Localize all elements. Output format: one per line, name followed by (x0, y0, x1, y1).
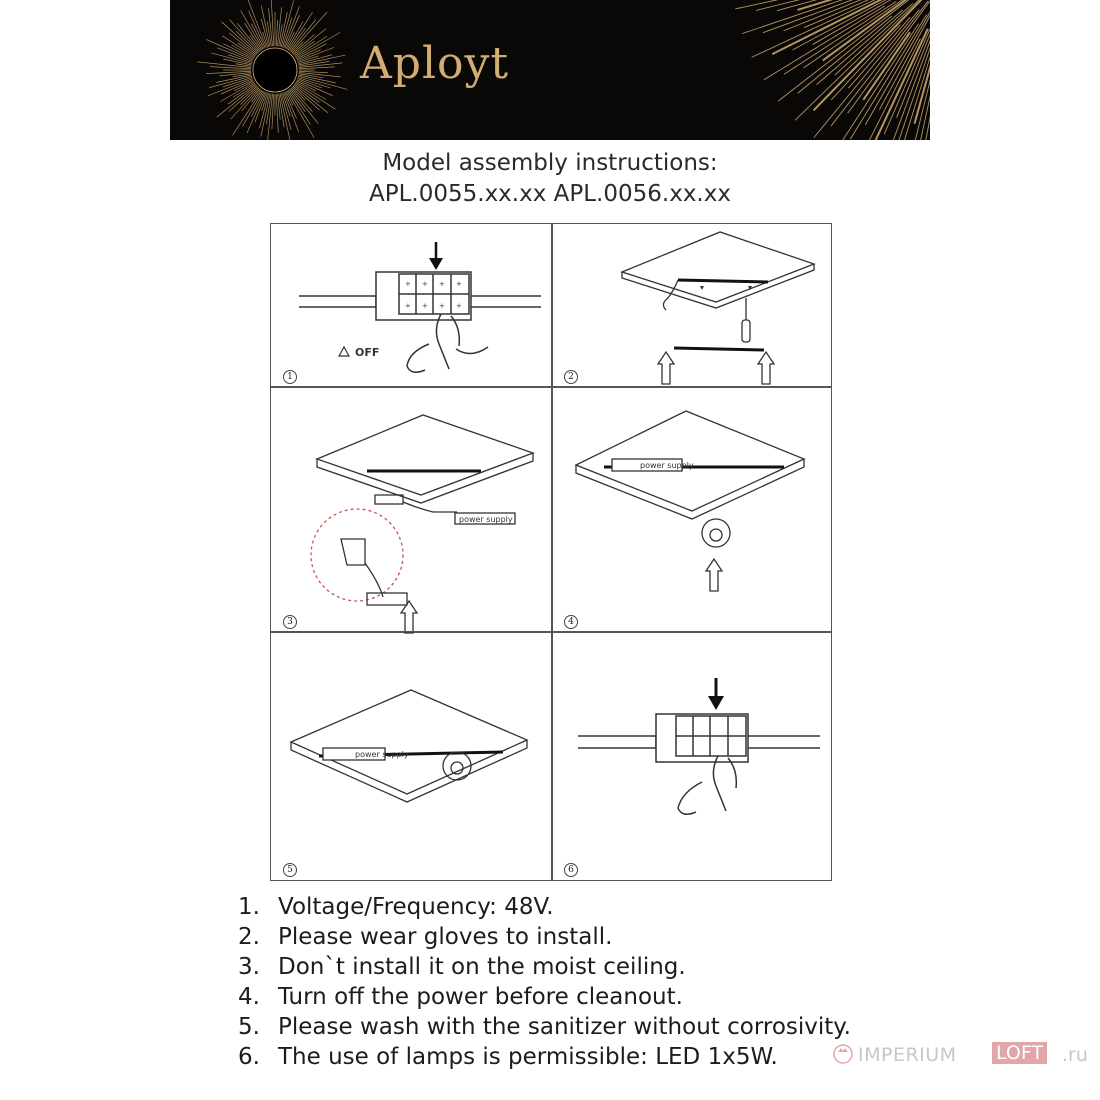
step-1-number: 1 (283, 370, 297, 384)
step-1-panel (270, 223, 553, 388)
sunburst-decoration (170, 0, 930, 140)
note-item: 2. Please wear gloves to install. (238, 924, 613, 950)
watermark (832, 1040, 1092, 1070)
svg-text:+: + (456, 302, 462, 310)
step-5-number: 5 (283, 863, 297, 877)
step-6-number: 6 (564, 863, 578, 877)
step-3-illustration (271, 387, 554, 634)
step-3-number: 3 (283, 615, 297, 629)
note-item: 6. The use of lamps is permissible: LED 1x5W. (238, 1044, 778, 1070)
page-title: Model assembly instructions: (382, 150, 718, 176)
svg-text:+: + (405, 280, 411, 288)
step-6-panel (551, 631, 832, 881)
sun-logo-icon (197, 0, 347, 140)
watermark-text-3: .ru (1062, 1044, 1088, 1066)
step-4-illustration (552, 387, 833, 634)
step-4-power-supply-label: power supply (640, 461, 694, 470)
note-item: 1. Voltage/Frequency: 48V. (238, 894, 554, 920)
step-3-panel (270, 386, 553, 633)
step-5-illustration (271, 632, 554, 882)
step-5-power-supply-label: power supply (355, 750, 409, 759)
sun-rays-decoration (730, 0, 930, 140)
step-1-illustration (271, 224, 554, 389)
svg-text:+: + (439, 302, 445, 310)
off-warning-label: OFF (355, 346, 380, 359)
step-5-panel (270, 631, 553, 881)
crest-icon (832, 1042, 854, 1064)
step-3-power-supply-label: power supply (459, 515, 513, 524)
step-2-illustration (552, 224, 833, 389)
svg-text:+: + (422, 302, 428, 310)
svg-text:+: + (405, 302, 411, 310)
step-6-illustration (552, 632, 833, 882)
note-item: 4. Turn off the power before cleanout. (238, 984, 683, 1010)
svg-text:+: + (439, 280, 445, 288)
brand-logo: Aployt (360, 38, 510, 89)
note-item: 3. Don`t install it on the moist ceiling. (238, 954, 686, 980)
step-2-panel (551, 223, 832, 388)
brand-banner (170, 0, 930, 140)
svg-text:+: + (422, 280, 428, 288)
model-numbers: APL.0055.xx.xx APL.0056.xx.xx (369, 181, 731, 207)
watermark-text-2: LOFT (992, 1042, 1047, 1064)
step-4-panel (551, 386, 832, 633)
note-item: 5. Please wash with the sanitizer without corrosivity. (238, 1014, 851, 1040)
notes-list (238, 892, 851, 1072)
watermark-text-1: IMPERIUM (858, 1044, 957, 1066)
step-4-number: 4 (564, 615, 578, 629)
instruction-grid (270, 223, 832, 881)
svg-text:+: + (456, 280, 462, 288)
step-2-number: 2 (564, 370, 578, 384)
